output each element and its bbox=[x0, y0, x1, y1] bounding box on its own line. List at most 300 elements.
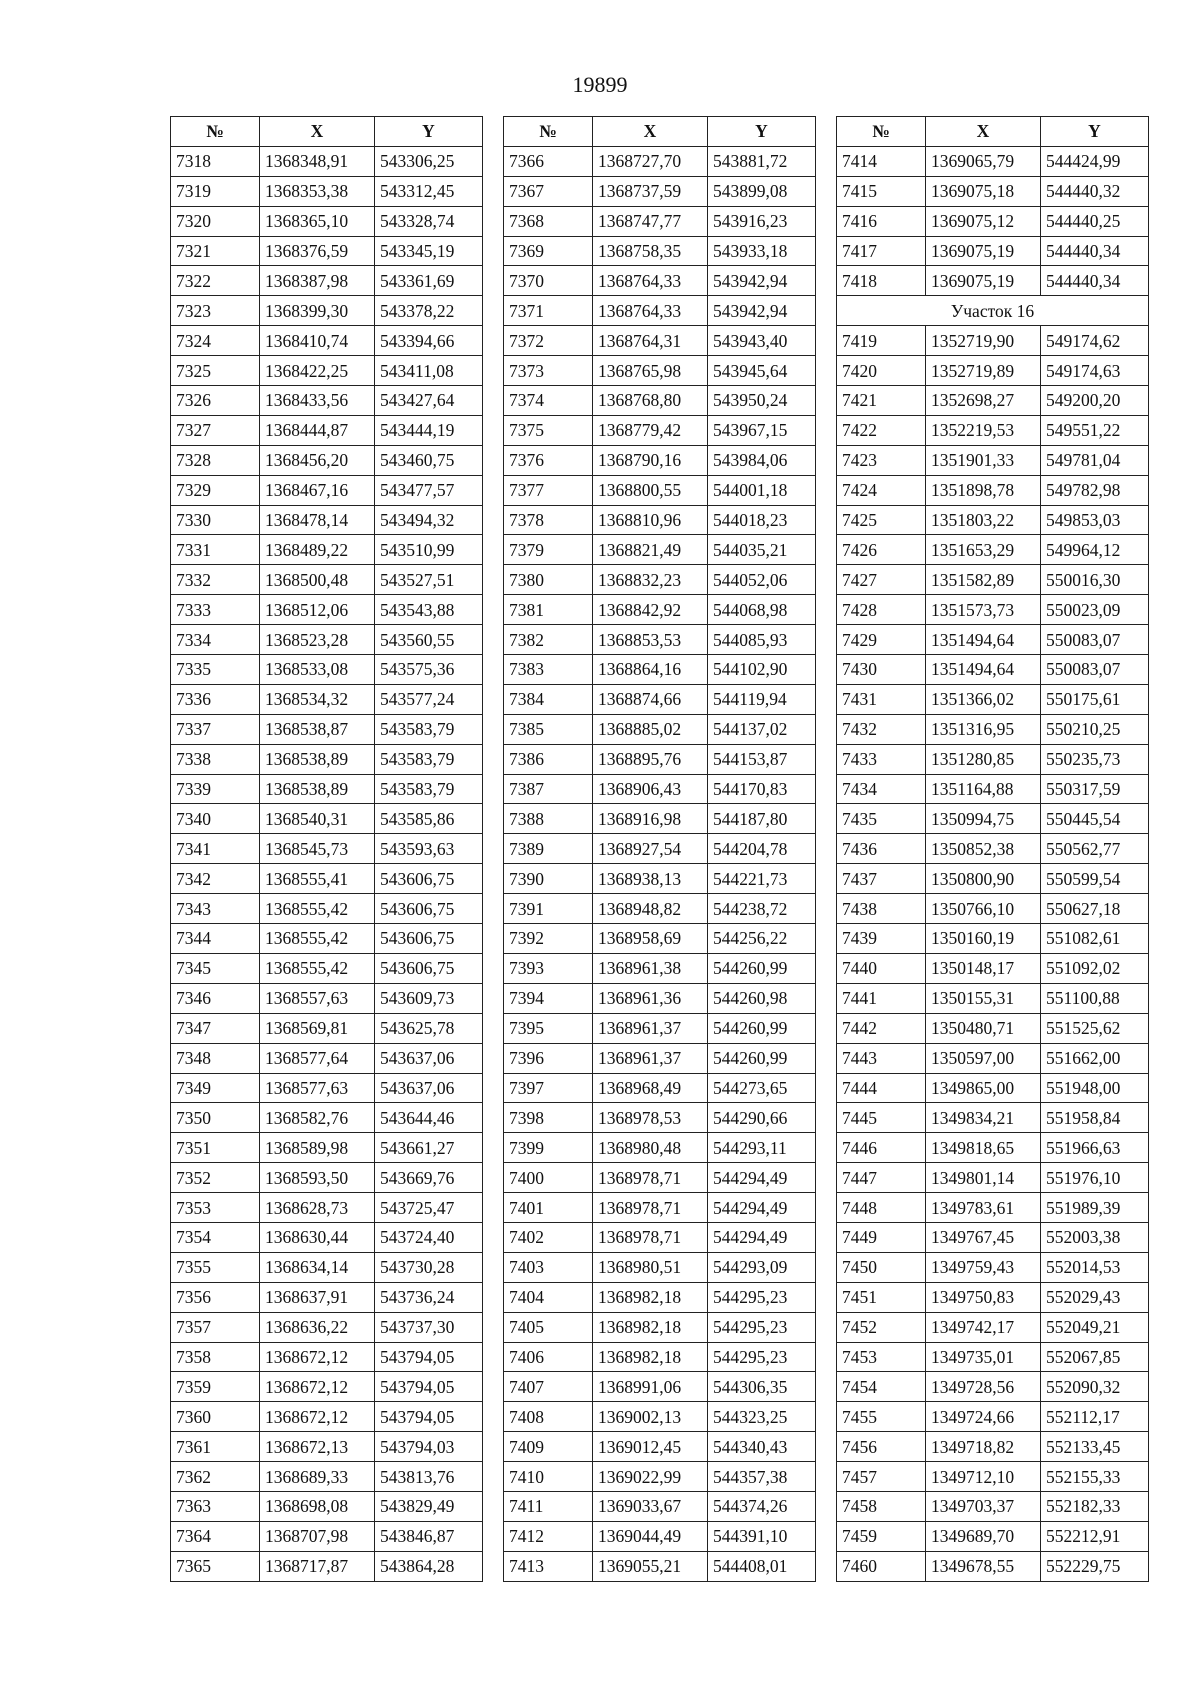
coord-x: 1349750,83 bbox=[926, 1282, 1041, 1312]
table-row bbox=[171, 326, 483, 356]
point-number: 7400 bbox=[504, 1163, 593, 1193]
table-row bbox=[171, 983, 483, 1013]
coord-y: 551082,61 bbox=[1041, 924, 1149, 954]
coord-y: 544440,34 bbox=[1041, 266, 1149, 296]
point-number: 7413 bbox=[504, 1551, 593, 1581]
point-number: 7339 bbox=[171, 774, 260, 804]
point-number: 7432 bbox=[837, 714, 926, 744]
table-row bbox=[171, 356, 483, 386]
coord-y: 552014,53 bbox=[1041, 1252, 1149, 1282]
point-number: 7355 bbox=[171, 1252, 260, 1282]
header-x: X bbox=[260, 117, 375, 147]
point-number: 7421 bbox=[837, 386, 926, 416]
table-row bbox=[837, 1103, 1149, 1133]
table-row bbox=[171, 475, 483, 505]
coord-x: 1349718,82 bbox=[926, 1432, 1041, 1462]
coord-y: 543560,55 bbox=[375, 625, 483, 655]
table-row bbox=[504, 266, 816, 296]
point-number: 7349 bbox=[171, 1073, 260, 1103]
table-row bbox=[837, 1432, 1149, 1462]
point-number: 7440 bbox=[837, 953, 926, 983]
table-row bbox=[171, 595, 483, 625]
coord-y: 549174,63 bbox=[1041, 356, 1149, 386]
table-row bbox=[171, 565, 483, 595]
coord-x: 1368779,42 bbox=[593, 415, 708, 445]
point-number: 7342 bbox=[171, 864, 260, 894]
coord-x: 1368906,43 bbox=[593, 774, 708, 804]
table-row bbox=[837, 1491, 1149, 1521]
point-number: 7406 bbox=[504, 1342, 593, 1372]
point-number: 7353 bbox=[171, 1193, 260, 1223]
coord-x: 1369022,99 bbox=[593, 1462, 708, 1492]
point-number: 7356 bbox=[171, 1282, 260, 1312]
table-row bbox=[171, 415, 483, 445]
table-row bbox=[504, 326, 816, 356]
coord-x: 1368577,64 bbox=[260, 1043, 375, 1073]
coord-x: 1368698,08 bbox=[260, 1491, 375, 1521]
table-row bbox=[171, 1432, 483, 1462]
point-number: 7451 bbox=[837, 1282, 926, 1312]
table-row bbox=[837, 894, 1149, 924]
coord-x: 1368348,91 bbox=[260, 146, 375, 176]
coord-y: 543427,64 bbox=[375, 386, 483, 416]
coord-y: 544408,01 bbox=[708, 1551, 816, 1581]
coord-x: 1368764,33 bbox=[593, 296, 708, 326]
page-number: 19899 bbox=[572, 72, 628, 97]
coord-y: 544204,78 bbox=[708, 834, 816, 864]
point-number: 7423 bbox=[837, 445, 926, 475]
coord-x: 1368765,98 bbox=[593, 356, 708, 386]
table-row bbox=[837, 326, 1149, 356]
coord-x: 1368707,98 bbox=[260, 1521, 375, 1551]
point-number: 7325 bbox=[171, 356, 260, 386]
coord-y: 551100,88 bbox=[1041, 983, 1149, 1013]
coord-y: 550627,18 bbox=[1041, 894, 1149, 924]
table-row bbox=[837, 505, 1149, 535]
coord-x: 1368637,91 bbox=[260, 1282, 375, 1312]
point-number: 7446 bbox=[837, 1133, 926, 1163]
table-row bbox=[504, 1252, 816, 1282]
coord-y: 543945,64 bbox=[708, 356, 816, 386]
table-row bbox=[171, 1342, 483, 1372]
point-number: 7404 bbox=[504, 1282, 593, 1312]
point-number: 7430 bbox=[837, 655, 926, 685]
coord-x: 1350800,90 bbox=[926, 864, 1041, 894]
coord-x: 1368961,38 bbox=[593, 953, 708, 983]
table-row bbox=[171, 1312, 483, 1342]
point-number: 7460 bbox=[837, 1551, 926, 1581]
coord-x: 1351573,73 bbox=[926, 595, 1041, 625]
coord-y: 544340,43 bbox=[708, 1432, 816, 1462]
coord-y: 544170,83 bbox=[708, 774, 816, 804]
coord-y: 543494,32 bbox=[375, 505, 483, 535]
point-number: 7372 bbox=[504, 326, 593, 356]
point-number: 7392 bbox=[504, 924, 593, 954]
coord-y: 543306,25 bbox=[375, 146, 483, 176]
table-row bbox=[171, 1491, 483, 1521]
coord-y: 544260,99 bbox=[708, 953, 816, 983]
table-row bbox=[504, 176, 816, 206]
coord-x: 1368634,14 bbox=[260, 1252, 375, 1282]
header-number: № bbox=[837, 117, 926, 147]
table-row bbox=[171, 296, 483, 326]
coord-x: 1368978,53 bbox=[593, 1103, 708, 1133]
table-row bbox=[504, 1013, 816, 1043]
point-number: 7438 bbox=[837, 894, 926, 924]
header-x: X bbox=[926, 117, 1041, 147]
coord-y: 543527,51 bbox=[375, 565, 483, 595]
point-number: 7391 bbox=[504, 894, 593, 924]
coord-x: 1369065,79 bbox=[926, 146, 1041, 176]
coord-y: 544440,32 bbox=[1041, 176, 1149, 206]
point-number: 7401 bbox=[504, 1193, 593, 1223]
point-number: 7373 bbox=[504, 356, 593, 386]
section-row bbox=[837, 296, 1149, 326]
point-number: 7388 bbox=[504, 804, 593, 834]
coord-y: 544295,23 bbox=[708, 1282, 816, 1312]
table-row bbox=[171, 1282, 483, 1312]
coord-x: 1368853,53 bbox=[593, 625, 708, 655]
point-number: 7396 bbox=[504, 1043, 593, 1073]
table-row bbox=[504, 894, 816, 924]
point-number: 7426 bbox=[837, 535, 926, 565]
coord-y: 543950,24 bbox=[708, 386, 816, 416]
point-number: 7322 bbox=[171, 266, 260, 296]
point-number: 7344 bbox=[171, 924, 260, 954]
table-row bbox=[171, 1372, 483, 1402]
coord-y: 543967,15 bbox=[708, 415, 816, 445]
coord-y: 544221,73 bbox=[708, 864, 816, 894]
table-row bbox=[504, 206, 816, 236]
coord-y: 544256,22 bbox=[708, 924, 816, 954]
table-row bbox=[837, 266, 1149, 296]
coord-y: 549174,62 bbox=[1041, 326, 1149, 356]
table-row bbox=[837, 774, 1149, 804]
coord-x: 1349818,65 bbox=[926, 1133, 1041, 1163]
coord-x: 1369044,49 bbox=[593, 1521, 708, 1551]
point-number: 7359 bbox=[171, 1372, 260, 1402]
coord-x: 1368456,20 bbox=[260, 445, 375, 475]
table-row bbox=[171, 1222, 483, 1252]
coord-y: 551966,63 bbox=[1041, 1133, 1149, 1163]
point-number: 7402 bbox=[504, 1222, 593, 1252]
table-row bbox=[504, 1043, 816, 1073]
coord-x: 1368555,42 bbox=[260, 894, 375, 924]
coord-x: 1350766,10 bbox=[926, 894, 1041, 924]
coord-x: 1368821,49 bbox=[593, 535, 708, 565]
coord-y: 544440,34 bbox=[1041, 236, 1149, 266]
coord-x: 1368365,10 bbox=[260, 206, 375, 236]
coord-x: 1368589,98 bbox=[260, 1133, 375, 1163]
coord-x: 1368533,08 bbox=[260, 655, 375, 685]
table-row bbox=[171, 1193, 483, 1223]
point-number: 7409 bbox=[504, 1432, 593, 1462]
coord-x: 1369075,19 bbox=[926, 236, 1041, 266]
coord-x: 1368376,59 bbox=[260, 236, 375, 266]
point-number: 7379 bbox=[504, 535, 593, 565]
point-number: 7323 bbox=[171, 296, 260, 326]
point-number: 7454 bbox=[837, 1372, 926, 1402]
header-x: X bbox=[593, 117, 708, 147]
coord-y: 543637,06 bbox=[375, 1073, 483, 1103]
coord-y: 544294,49 bbox=[708, 1193, 816, 1223]
coord-x: 1368636,22 bbox=[260, 1312, 375, 1342]
point-number: 7321 bbox=[171, 236, 260, 266]
coord-x: 1368538,87 bbox=[260, 714, 375, 744]
point-number: 7452 bbox=[837, 1312, 926, 1342]
coord-y: 543510,99 bbox=[375, 535, 483, 565]
coord-y: 549964,12 bbox=[1041, 535, 1149, 565]
table-row bbox=[504, 1521, 816, 1551]
coord-x: 1349759,43 bbox=[926, 1252, 1041, 1282]
coord-x: 1368630,44 bbox=[260, 1222, 375, 1252]
coord-y: 544035,21 bbox=[708, 535, 816, 565]
point-number: 7399 bbox=[504, 1133, 593, 1163]
coord-y: 543606,75 bbox=[375, 894, 483, 924]
coord-y: 543846,87 bbox=[375, 1521, 483, 1551]
coord-y: 543942,94 bbox=[708, 296, 816, 326]
point-number: 7336 bbox=[171, 684, 260, 714]
point-number: 7382 bbox=[504, 625, 593, 655]
coord-y: 544374,26 bbox=[708, 1491, 816, 1521]
coord-y: 543411,08 bbox=[375, 356, 483, 386]
coord-y: 544424,99 bbox=[1041, 146, 1149, 176]
table-row bbox=[171, 1551, 483, 1581]
coord-x: 1350994,75 bbox=[926, 804, 1041, 834]
point-number: 7364 bbox=[171, 1521, 260, 1551]
coord-y: 543736,24 bbox=[375, 1282, 483, 1312]
coord-x: 1368982,18 bbox=[593, 1342, 708, 1372]
coord-y: 551662,00 bbox=[1041, 1043, 1149, 1073]
point-number: 7337 bbox=[171, 714, 260, 744]
coord-x: 1368968,49 bbox=[593, 1073, 708, 1103]
point-number: 7376 bbox=[504, 445, 593, 475]
coord-x: 1368489,22 bbox=[260, 535, 375, 565]
point-number: 7380 bbox=[504, 565, 593, 595]
table-row bbox=[504, 924, 816, 954]
coord-y: 544052,06 bbox=[708, 565, 816, 595]
coord-y: 552212,91 bbox=[1041, 1521, 1149, 1551]
coord-y: 543794,05 bbox=[375, 1372, 483, 1402]
coord-y: 543881,72 bbox=[708, 146, 816, 176]
coord-y: 544018,23 bbox=[708, 505, 816, 535]
coord-x: 1368961,37 bbox=[593, 1043, 708, 1073]
header-y: Y bbox=[375, 117, 483, 147]
coord-y: 550083,07 bbox=[1041, 655, 1149, 685]
table-row bbox=[504, 1282, 816, 1312]
coord-y: 543593,63 bbox=[375, 834, 483, 864]
coord-y: 552067,85 bbox=[1041, 1342, 1149, 1372]
coord-x: 1351803,22 bbox=[926, 505, 1041, 535]
point-number: 7441 bbox=[837, 983, 926, 1013]
coord-y: 543943,40 bbox=[708, 326, 816, 356]
table-row bbox=[171, 1103, 483, 1133]
table-row bbox=[504, 804, 816, 834]
coord-y: 543794,05 bbox=[375, 1342, 483, 1372]
coord-x: 1368399,30 bbox=[260, 296, 375, 326]
coord-x: 1368582,76 bbox=[260, 1103, 375, 1133]
point-number: 7448 bbox=[837, 1193, 926, 1223]
coord-x: 1350597,00 bbox=[926, 1043, 1041, 1073]
point-number: 7443 bbox=[837, 1043, 926, 1073]
table-row bbox=[837, 864, 1149, 894]
point-number: 7417 bbox=[837, 236, 926, 266]
table-row bbox=[504, 146, 816, 176]
coord-y: 544085,93 bbox=[708, 625, 816, 655]
table-row bbox=[837, 1222, 1149, 1252]
coord-y: 543933,18 bbox=[708, 236, 816, 266]
point-number: 7377 bbox=[504, 475, 593, 505]
coord-y: 543606,75 bbox=[375, 924, 483, 954]
coord-y: 543942,94 bbox=[708, 266, 816, 296]
coord-x: 1349728,56 bbox=[926, 1372, 1041, 1402]
table-row bbox=[837, 1013, 1149, 1043]
table-row bbox=[837, 684, 1149, 714]
coord-x: 1368958,69 bbox=[593, 924, 708, 954]
point-number: 7439 bbox=[837, 924, 926, 954]
coord-x: 1368422,25 bbox=[260, 356, 375, 386]
coord-x: 1368672,12 bbox=[260, 1372, 375, 1402]
coord-y: 543724,40 bbox=[375, 1222, 483, 1252]
coord-x: 1368433,56 bbox=[260, 386, 375, 416]
table-row bbox=[837, 1043, 1149, 1073]
table-row bbox=[504, 864, 816, 894]
table-row bbox=[504, 1103, 816, 1133]
point-number: 7347 bbox=[171, 1013, 260, 1043]
point-number: 7341 bbox=[171, 834, 260, 864]
coord-x: 1368961,36 bbox=[593, 983, 708, 1013]
table-body bbox=[837, 146, 1149, 1581]
coord-x: 1351901,33 bbox=[926, 445, 1041, 475]
header-number: № bbox=[504, 117, 593, 147]
coord-y: 543813,76 bbox=[375, 1462, 483, 1492]
point-number: 7352 bbox=[171, 1163, 260, 1193]
table-row bbox=[504, 475, 816, 505]
table-row bbox=[171, 1133, 483, 1163]
point-number: 7365 bbox=[171, 1551, 260, 1581]
table-row bbox=[504, 1342, 816, 1372]
table-row bbox=[504, 386, 816, 416]
point-number: 7407 bbox=[504, 1372, 593, 1402]
table-body bbox=[504, 146, 816, 1581]
coord-x: 1368555,41 bbox=[260, 864, 375, 894]
point-number: 7383 bbox=[504, 655, 593, 685]
coord-x: 1368864,16 bbox=[593, 655, 708, 685]
coord-y: 552155,33 bbox=[1041, 1462, 1149, 1492]
coord-y: 549200,20 bbox=[1041, 386, 1149, 416]
table-row bbox=[171, 1252, 483, 1282]
coord-x: 1368764,33 bbox=[593, 266, 708, 296]
point-number: 7456 bbox=[837, 1432, 926, 1462]
point-number: 7422 bbox=[837, 415, 926, 445]
coord-y: 543669,76 bbox=[375, 1163, 483, 1193]
coord-y: 543829,49 bbox=[375, 1491, 483, 1521]
coord-x: 1369033,67 bbox=[593, 1491, 708, 1521]
section-title: Участок 16 bbox=[837, 296, 1149, 326]
point-number: 7369 bbox=[504, 236, 593, 266]
point-number: 7350 bbox=[171, 1103, 260, 1133]
point-number: 7428 bbox=[837, 595, 926, 625]
coord-x: 1350852,38 bbox=[926, 834, 1041, 864]
coord-y: 543394,66 bbox=[375, 326, 483, 356]
table-row bbox=[504, 714, 816, 744]
header-number: № bbox=[171, 117, 260, 147]
coord-y: 543583,79 bbox=[375, 744, 483, 774]
point-number: 7390 bbox=[504, 864, 593, 894]
point-number: 7319 bbox=[171, 176, 260, 206]
coord-x: 1368961,37 bbox=[593, 1013, 708, 1043]
point-number: 7368 bbox=[504, 206, 593, 236]
coord-x: 1368982,18 bbox=[593, 1282, 708, 1312]
table-row bbox=[171, 714, 483, 744]
coord-x: 1368672,12 bbox=[260, 1342, 375, 1372]
coord-x: 1351582,89 bbox=[926, 565, 1041, 595]
point-number: 7346 bbox=[171, 983, 260, 1013]
coord-y: 552029,43 bbox=[1041, 1282, 1149, 1312]
coord-y: 544293,11 bbox=[708, 1133, 816, 1163]
point-number: 7381 bbox=[504, 595, 593, 625]
coord-x: 1368555,42 bbox=[260, 953, 375, 983]
coord-x: 1368410,74 bbox=[260, 326, 375, 356]
coord-y: 543543,88 bbox=[375, 595, 483, 625]
point-number: 7334 bbox=[171, 625, 260, 655]
point-number: 7425 bbox=[837, 505, 926, 535]
table-row bbox=[171, 684, 483, 714]
point-number: 7367 bbox=[504, 176, 593, 206]
point-number: 7358 bbox=[171, 1342, 260, 1372]
point-number: 7408 bbox=[504, 1402, 593, 1432]
coord-x: 1368467,16 bbox=[260, 475, 375, 505]
point-number: 7320 bbox=[171, 206, 260, 236]
table-row bbox=[504, 1402, 816, 1432]
point-number: 7330 bbox=[171, 505, 260, 535]
coord-x: 1368938,13 bbox=[593, 864, 708, 894]
coord-y: 549782,98 bbox=[1041, 475, 1149, 505]
coord-y: 544068,98 bbox=[708, 595, 816, 625]
table-row bbox=[837, 1521, 1149, 1551]
coord-x: 1368874,66 bbox=[593, 684, 708, 714]
table-row bbox=[504, 1133, 816, 1163]
coord-y: 552182,33 bbox=[1041, 1491, 1149, 1521]
table-row bbox=[837, 1551, 1149, 1581]
coord-y: 543444,19 bbox=[375, 415, 483, 445]
point-number: 7340 bbox=[171, 804, 260, 834]
coord-x: 1369012,45 bbox=[593, 1432, 708, 1462]
coord-x: 1349783,61 bbox=[926, 1193, 1041, 1223]
point-number: 7397 bbox=[504, 1073, 593, 1103]
coord-x: 1369002,13 bbox=[593, 1402, 708, 1432]
point-number: 7318 bbox=[171, 146, 260, 176]
coord-x: 1368916,98 bbox=[593, 804, 708, 834]
coord-x: 1368387,98 bbox=[260, 266, 375, 296]
table-row bbox=[837, 1342, 1149, 1372]
coord-y: 544137,02 bbox=[708, 714, 816, 744]
coord-y: 543609,73 bbox=[375, 983, 483, 1013]
point-number: 7398 bbox=[504, 1103, 593, 1133]
point-number: 7351 bbox=[171, 1133, 260, 1163]
coord-y: 549781,04 bbox=[1041, 445, 1149, 475]
coord-y: 543737,30 bbox=[375, 1312, 483, 1342]
point-number: 7374 bbox=[504, 386, 593, 416]
header-row bbox=[837, 117, 1149, 147]
point-number: 7389 bbox=[504, 834, 593, 864]
table-row bbox=[171, 206, 483, 236]
table-row bbox=[837, 176, 1149, 206]
point-number: 7405 bbox=[504, 1312, 593, 1342]
table-row bbox=[837, 356, 1149, 386]
table-header bbox=[837, 117, 1149, 147]
coord-y: 543794,03 bbox=[375, 1432, 483, 1462]
